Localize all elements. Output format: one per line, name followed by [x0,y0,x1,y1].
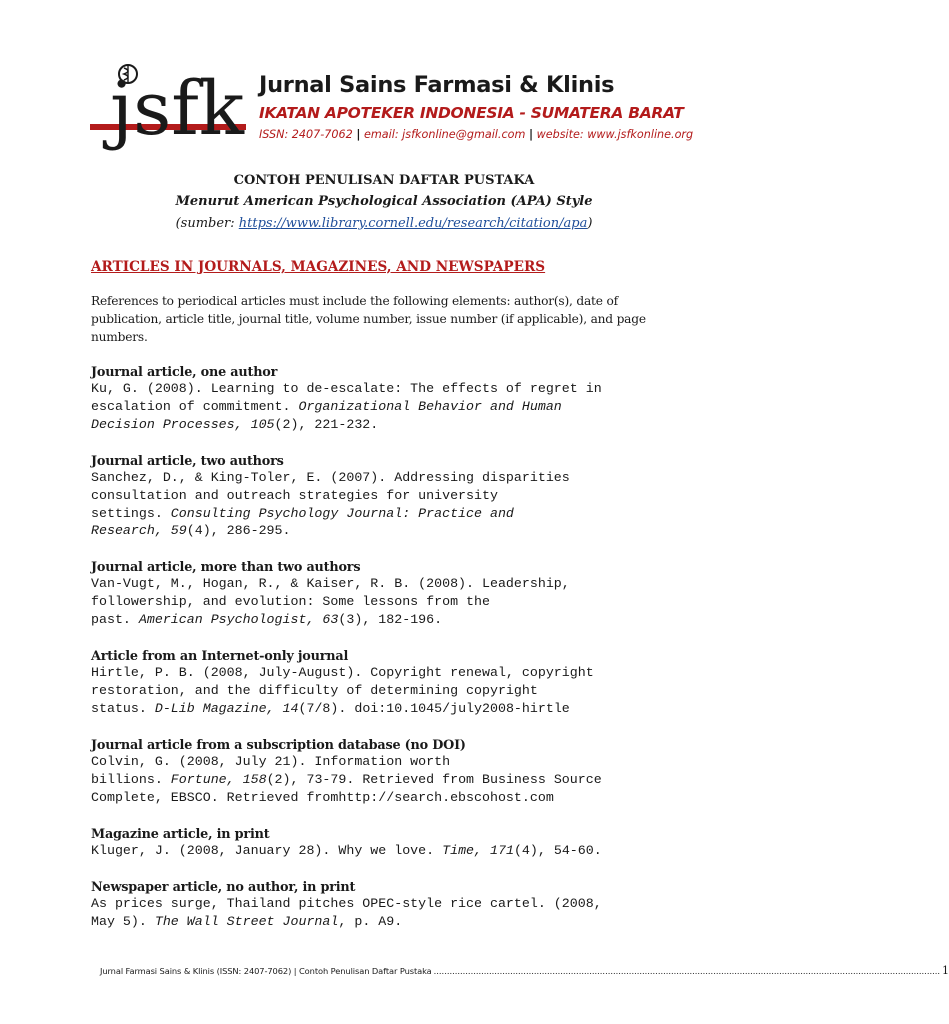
citation-segment: (2), 221-232. [274,416,379,432]
citation-segment: Hirtle, P. B. (2008, July-August). Copyright renewal, copyright [91,665,594,680]
journal-contact-line [259,128,693,141]
citation-line [91,753,691,771]
source-suffix: ) [587,216,593,231]
letterhead [88,62,694,162]
citation-segment: (4), 54-60. [513,843,602,858]
citation-line [91,664,691,682]
citation-italic-segment: The Wall Street Journal [154,913,339,929]
reference-heading: Journal article, two authors [91,454,284,469]
section-heading: ARTICLES IN JOURNALS, MAGAZINES, AND NEWSPAPERS [91,259,546,275]
citation-line [91,487,691,505]
reference-entry [91,649,691,717]
citation-segment: past. [91,611,139,627]
citation-line [91,771,691,789]
reference-citation [91,575,691,628]
citation-line [91,469,691,487]
reference-citation [91,842,691,860]
citation-italic-segment: Research, 59 [91,523,187,539]
citation-italic-segment: D-Lib Magazine, 14 [154,700,299,716]
reference-entry [91,827,691,860]
jsfk-logo [88,62,248,162]
reference-entry [91,880,691,931]
citation-italic-segment: Organizational Behavior and Human [298,398,562,414]
reference-entry [91,365,691,433]
citation-segment: As prices surge, Thailand pitches OPEC-style rice cartel. (2008, [91,896,602,911]
citation-italic-segment: Fortune, 158 [170,771,267,787]
email-text[interactable]: email: jsfkonline@gmail.com [364,128,526,141]
reference-citation [91,753,691,806]
reference-citation [91,895,691,931]
citation-segment: (3), 182-196. [338,611,443,627]
document-subtitle: Menurut American Psychological Association (APA) Style [175,194,593,209]
citation-segment: escalation of commitment. [91,398,299,414]
journal-publisher: IKATAN APOTEKER INDONESIA - SUMATERA BARAT [259,104,684,122]
citation-segment: Sanchez, D., & King-Toler, E. (2007). Addressing disparities [91,470,570,485]
citation-italic-segment: Time, 171 [442,843,514,858]
citation-segment: status. [91,700,155,716]
citation-segment: settings. [91,505,171,521]
reference-citation [91,469,691,540]
citation-line [91,842,691,860]
citation-line [91,380,691,398]
logo-wordmark: jsfk [101,66,246,152]
footer-text: Jurnal Farmasi Sains & Klinis (ISSN: 2407-7062) | Contoh Penulisan Daftar Pustaka [100,966,432,976]
citation-line [91,700,691,718]
citation-segment: restoration, and the difficulty of determining copyright [91,682,538,698]
reference-heading: Journal article, more than two authors [91,560,361,575]
citation-segment: (2), 73-79. Retrieved from Business Source [266,771,602,787]
reference-entry [91,560,691,628]
reference-citation [91,664,691,717]
citation-line [91,398,691,416]
citation-line [91,505,691,523]
citation-line [91,913,691,931]
separator: | [528,128,534,141]
footer-leader-dots: ................................................................................................................................................................................................ [433,966,941,976]
reference-heading: Journal article, one author [91,365,278,380]
citation-segment: Van-Vugt, M., Hogan, R., & Kaiser, R. B. (2008). Leadership, [91,576,570,591]
reference-citation [91,380,691,433]
citation-segment: Colvin, G. (2008, July 21). Information worth [91,754,451,769]
citation-line [91,575,691,593]
source-link[interactable]: https://www.library.cornell.edu/research/citation/apa [238,216,588,231]
document-title: CONTOH PENULISAN DAFTAR PUSTAKA [233,173,535,188]
citation-line [91,522,691,540]
reference-heading: Magazine article, in print [91,827,270,842]
page-footer [100,964,949,980]
journal-name: Jurnal Sains Farmasi & Klinis [259,72,615,98]
reference-heading: Article from an Internet-only journal [91,649,349,664]
citation-italic-segment: Decision Processes, 105 [91,416,275,432]
reference-entry [91,738,691,806]
citation-line [91,895,691,913]
reference-entry [91,454,691,540]
website-text[interactable]: website: www.jsfkonline.org [536,128,694,141]
document-source [0,216,768,231]
citation-segment: followership, and evolution: Some lessons from the [91,593,490,609]
citation-line [91,789,691,807]
issn-text: ISSN: 2407-7062 [259,128,353,141]
citation-italic-segment: Consulting Psychology Journal: Practice and [170,505,514,521]
citation-line [91,611,691,629]
intro-paragraph: References to periodical articles must include the following elements: author(s), date of publication, article title, journal title, volume number, issue number (if applicable), and page numbers. [91,294,646,344]
page-number: 1 [942,964,949,977]
citation-segment: (4), 286-295. [186,523,291,539]
citation-segment: billions. [91,771,171,787]
separator: | [356,128,361,141]
citation-segment: May 5). [91,913,155,929]
citation-line [91,416,691,434]
citation-segment: consultation and outreach strategies for university [91,487,498,503]
citation-line [91,593,691,611]
citation-segment: Kluger, J. (2008, January 28). Why we love. [91,843,443,858]
citation-segment: Ku, G. (2008). Learning to de-escalate: The effects of regret in [91,381,602,396]
citation-segment: , p. A9. [338,913,403,929]
citation-italic-segment: American Psychologist, 63 [138,611,339,627]
citation-segment: Complete, EBSCO. Retrieved fromhttp://search.ebscohost.com [91,789,554,805]
source-prefix: (sumber: [175,216,239,231]
reference-heading: Journal article from a subscription database (no DOI) [91,738,466,753]
reference-heading: Newspaper article, no author, in print [91,880,356,895]
citation-line [91,682,691,700]
citation-segment: (7/8). doi:10.1045/july2008-hirtle [298,700,570,716]
